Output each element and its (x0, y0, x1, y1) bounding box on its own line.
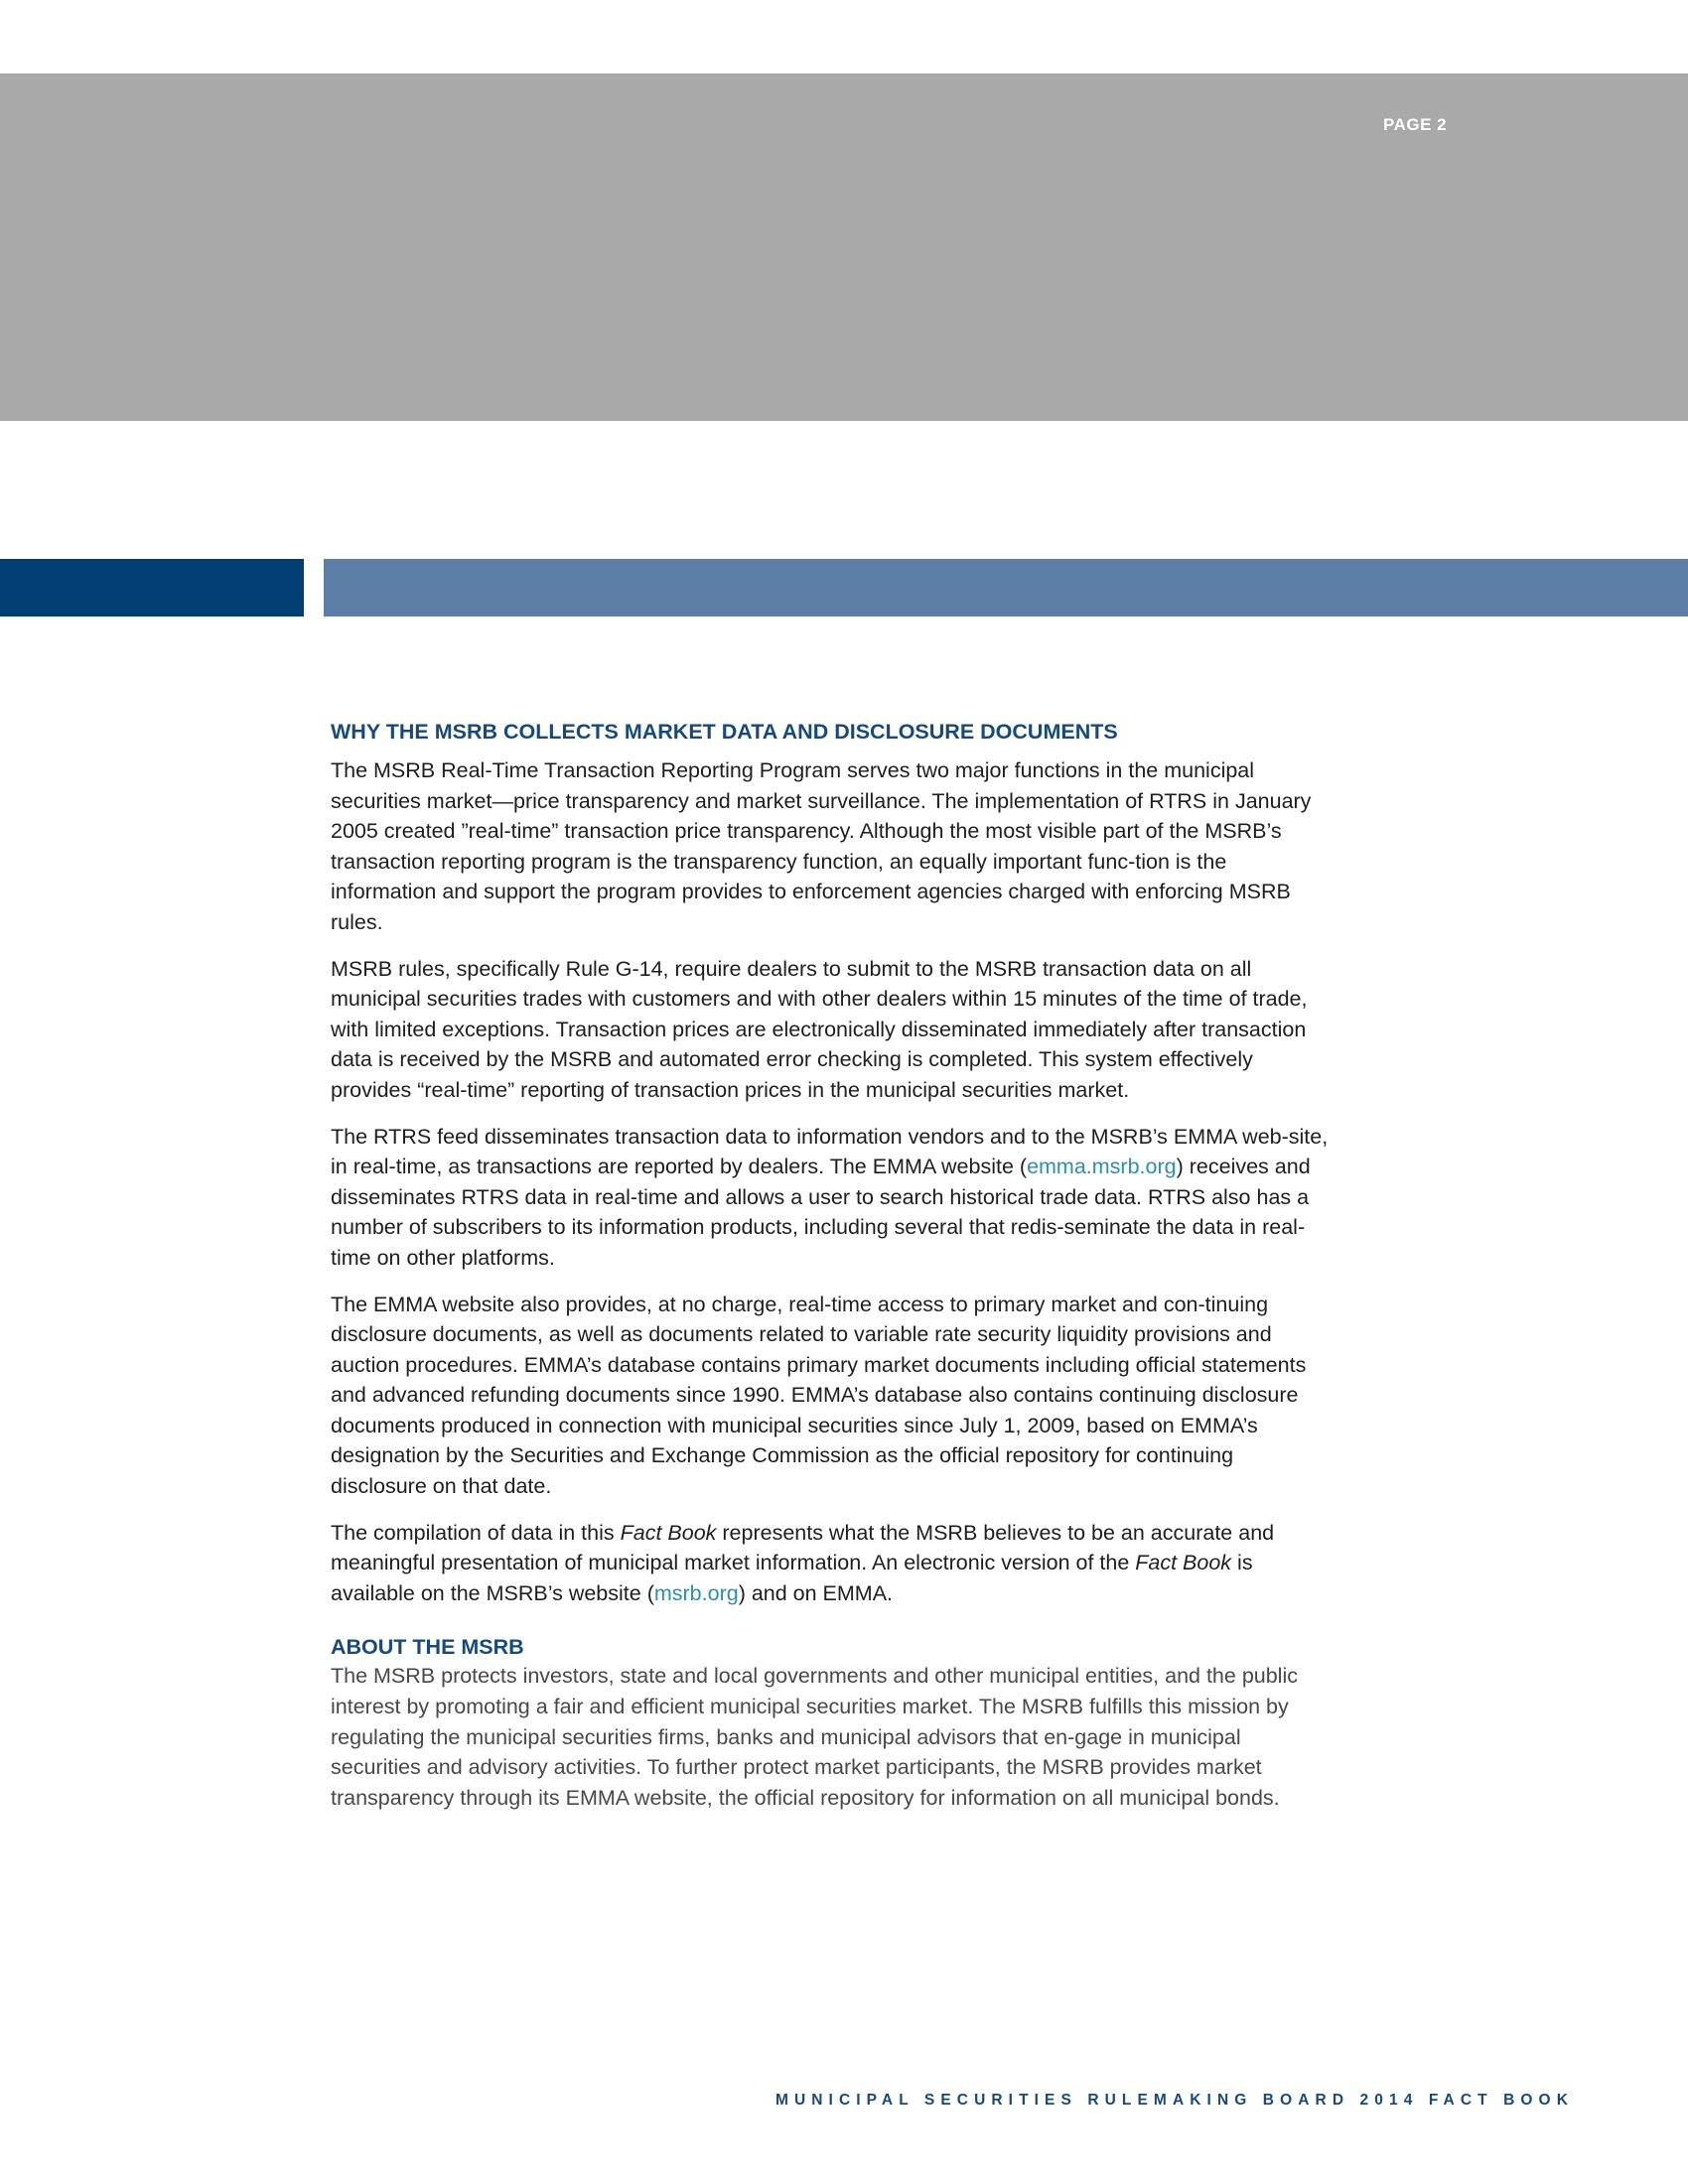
paragraph-rtrs-program: The MSRB Real-Time Transaction Reporting Program serves two major functions in the municipal securities market—price transparency and market surveillance. The implementation of RTRS in January 2005 created ”real-time” transaction price transparency. Although the most visible part of the MSRB’s transaction reporting program is the transparency function, an equally important func-tion is the information and support the program provides to enforcement agencies charged with enforcing MSRB rules. (331, 758, 1312, 934)
paragraph-emma-website: The EMMA website also provides, at no charge, real-time access to primary market and con-tinuing disclosure documents, as well as documents related to variable rate security liquidity provisions and auction procedures. EMMA’s database contains primary market documents including official statements and advanced refunding documents since 1990. EMMA’s database also contains continuing disclosure documents produced in connection with municipal securities since July 1, 2009, based on EMMA’s designation by the Securities and Exchange Commission as the official repository for continuing disclosure on that date. (331, 1292, 1307, 1499)
paragraph-fact-book-text-b: represents what the MSRB believes to be an accurate and meaningful presentation of municipal market information. An electronic version of the (331, 1520, 1275, 1575)
footer-title: MUNICIPAL SECURITIES RULEMAKING BOARD 2014 FACT BOOK (774, 2092, 1574, 2109)
fact-book-title-1: Fact Book (620, 1520, 717, 1545)
paragraph-rtrs-feed-text-a: The RTRS feed disseminates transaction data to information vendors and to the MSRB’s EMMA web-site, in real-time, as transactions are reported by dealers. The EMMA website ( (331, 1124, 1329, 1179)
section-heading-why: WHY THE MSRB COLLECTS MARKET DATA AND DISCLOSURE DOCUMENTS (331, 720, 1118, 744)
paragraph-rule-g14: MSRB rules, specifically Rule G-14, require dealers to submit to the MSRB transaction data on all municipal securities trades with customers and with other dealers within 15 minutes of the time of trade, with limited exceptions. Transaction prices are electronically disseminated immediately after transaction data is received by the MSRB and automated error checking is completed. This system effectively provides “real-time” reporting of transaction prices in the municipal securities market. (331, 956, 1308, 1102)
paragraph-fact-book-text-d: ) and on EMMA. (738, 1580, 894, 1605)
main-content (331, 720, 1329, 1813)
paragraph-fact-book (331, 1518, 1329, 1609)
emma-link[interactable]: emma.msrb.org (1027, 1155, 1177, 1179)
msrb-link[interactable]: msrb.org (653, 1580, 739, 1605)
paragraph-rtrs-feed-text-b: ) receives and disseminates RTRS data in real-time and allows a user to search historical trade data. RTRS also has a number of subscribers to its information products, including several that redis-seminate the data in real-time on other platforms. (331, 1155, 1311, 1270)
fact-book-title-2: Fact Book (1135, 1551, 1232, 1575)
paragraph-fact-book-text-c: is available on the MSRB’s website ( (331, 1551, 1253, 1605)
section-heading-about: ABOUT THE MSRB (331, 1635, 524, 1660)
decorative-bar-dark (0, 559, 304, 616)
paragraph-about-msrb: The MSRB protects investors, state and local governments and other municipal entities, and the public interest by promoting a fair and efficient municipal securities market. The MSRB fulfills this mission by regulating the municipal securities firms, banks and municipal advisors that en-gage in municipal securities and advisory activities. To further protect market participants, the MSRB provides market transparency through its EMMA website, the official repository for information on all municipal bonds. (331, 1664, 1298, 1810)
decorative-bar-light (324, 559, 1688, 616)
page-number: PAGE 2 (1383, 115, 1448, 134)
paragraph-rtrs-feed (331, 1122, 1329, 1274)
paragraph-fact-book-text-a: The compilation of data in this (331, 1520, 621, 1545)
